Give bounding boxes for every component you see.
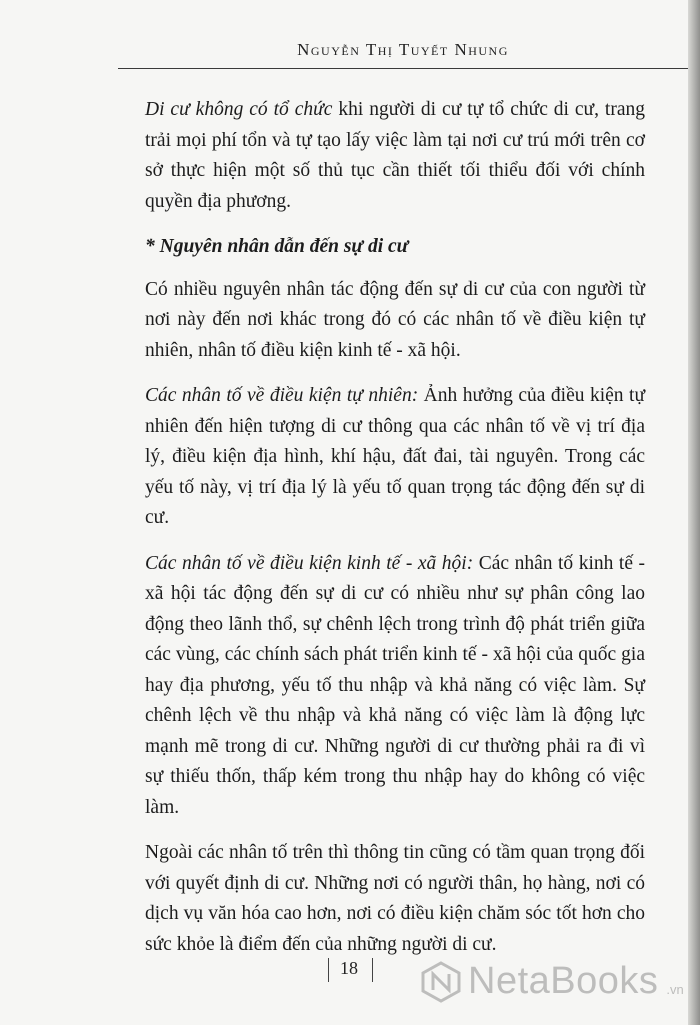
- paragraph-5: Ngoài các nhân tố trên thì thông tin cũng có tầm quan trọng đối với quyết định di cư. Những nơi có người thân, họ hàng, nơi có dịch vụ văn hóa cao hơn, nơi có điều kiện chăm sóc tốt hơn cho sức khỏe là điểm đến của những người di cư.: [145, 842, 645, 955]
- paragraph-3: [145, 381, 645, 534]
- page-number: 18: [340, 958, 358, 978]
- paragraph-4-text: Các nhân tố kinh tế - xã hội tác động đến sự di cư có nhiều như sự phân công lao động theo lãnh thổ, sự chênh lệch trong trình độ phát triển giữa các vùng, các chính sách phát triển kinh tế - xã hội của quốc gia hay địa phương, yếu tố thu nhập và khả năng có việc làm. Sự chênh lệch về thu nhập và khả năng có việc làm là động lực mạnh mẽ trong di cư. Những người di cư thường phải ra đi vì sự thiếu thốn, thấp kém trong thu nhập hay do không có việc làm.: [145, 552, 646, 818]
- page-body: [145, 95, 645, 975]
- watermark: [420, 960, 684, 1003]
- netabooks-logo-icon: [420, 961, 462, 1003]
- header-rule: [118, 68, 688, 69]
- paragraph-4: [145, 549, 645, 824]
- paragraph-2: Có nhiều nguyên nhân tác động đến sự di cư của con người từ nơi này đến nơi khác trong đó có các nhân tố về điều kiện tự nhiên, nhân tố điều kiện kinh tế - xã hội.: [145, 278, 645, 361]
- header-author: Nguyễn Thị Tuyết Nhung: [297, 40, 509, 59]
- paragraph-3-text: Ảnh hưởng của điều kiện tự nhiên đến hiện tượng di cư thông qua các nhân tố về vị trí địa lý, điều kiện địa hình, khí hậu, đất đai, tài nguyên. Trong các yếu tố này, vị trí địa lý là yếu tố quan trọng tác động đến sự di cư.: [145, 385, 646, 528]
- running-header: [118, 40, 688, 60]
- paragraph-4-lead: Các nhân tố về điều kiện kinh tế - xã hội:: [145, 552, 474, 574]
- folio-bar-left: [328, 958, 329, 982]
- paragraph-1: [145, 95, 645, 217]
- paragraph-1-text: khi người di cư tự tổ chức di cư, trang trải mọi phí tổn và tự tạo lấy việc làm tại nơi cư trú mới trên cơ sở thực hiện một số thủ tục cần thiết tối thiểu đối với chính quyền địa phương.: [145, 99, 645, 212]
- watermark-brand: NetaBooks: [468, 960, 659, 1002]
- page-edge-shadow: [688, 0, 700, 1025]
- section-heading: * Nguyên nhân dẫn đến sự di cư: [145, 236, 409, 257]
- paragraph-1-lead: Di cư không có tổ chức: [145, 99, 333, 120]
- paragraph-3-lead: Các nhân tố về điều kiện tự nhiên:: [145, 385, 419, 406]
- folio-bar-right: [372, 958, 373, 982]
- watermark-suffix: .vn: [666, 982, 684, 997]
